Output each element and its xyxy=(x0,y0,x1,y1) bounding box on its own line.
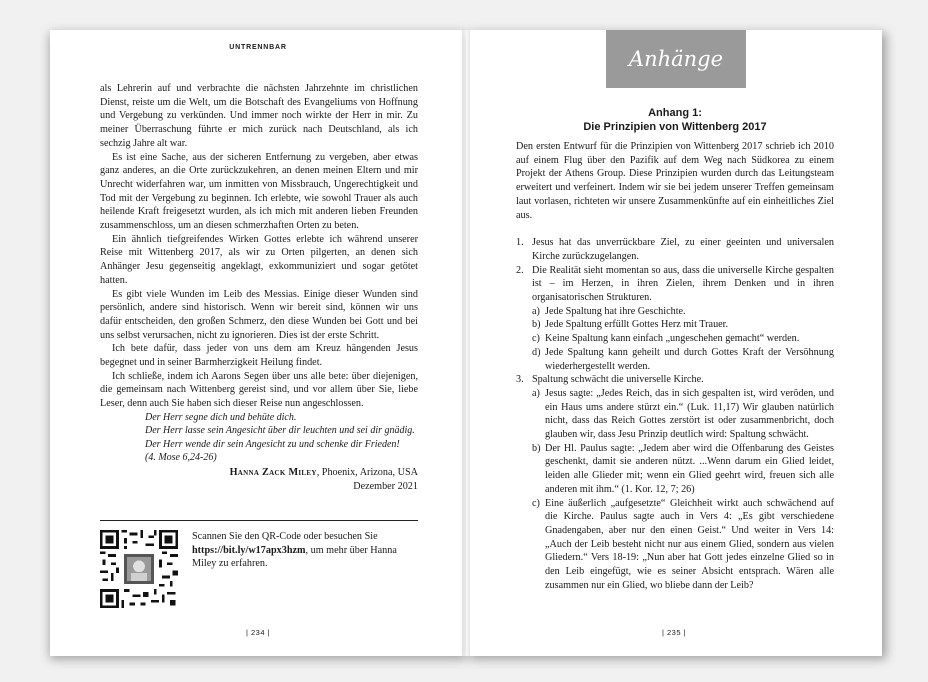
list-item xyxy=(516,264,834,374)
section-banner: Anhänge xyxy=(606,30,746,88)
sub-list-item xyxy=(532,346,834,373)
appendix-heading xyxy=(516,106,834,134)
list-number: 3. xyxy=(516,374,524,386)
sub-list xyxy=(532,305,834,374)
sub-list-item xyxy=(532,332,834,346)
left-body-text xyxy=(100,82,418,494)
blessing-line: Der Herr lasse sein Angesicht über dir leuchten und sei dir gnädig. xyxy=(145,425,415,437)
paragraph: Ein ähnlich tiefgreifendes Wirken Gottes erlebte ich während unserer Reise mit Wittenberg 2017, als wir zu Orten pilgerten, an denen sich Anhänger Jesu gegenseitig angeklagt, exkommuniziert und sogar getötet hatten. xyxy=(100,233,418,286)
sub-list-item xyxy=(532,318,834,332)
heading-line: Anhang 1: xyxy=(648,107,702,119)
sub-list-text: Der Hl. Paulus sagte: „Jedem aber wird die Offenbarung des Geistes geschenkt, damit sie anderen nützt. ...Wenn darum ein Glied leidet, leiden alle Glieder mit; wenn ein Glied geehrt wird, freuen sich alle anderen mit ihm.“ (1. Kor. 12, 7; 26) xyxy=(545,442,834,495)
sub-list-letter: d) xyxy=(532,346,541,358)
page-number: | 235 | xyxy=(661,628,687,637)
sub-list-item xyxy=(532,305,834,319)
list-item-text: Die Realität sieht momentan so aus, dass die universelle Kirche gespalten ist – im Herzen, in ihren Zielen, ihrem Denken und in ihren organisatorischen Strukturen. xyxy=(532,264,834,304)
list-item xyxy=(516,236,834,263)
sub-list-letter: c) xyxy=(532,333,540,345)
signature-date: Dezember 2021 xyxy=(353,481,418,493)
blessing-line: Der Herr wende dir sein Angesicht zu und schenke dir Frieden! xyxy=(145,438,400,450)
sub-list-letter: a) xyxy=(532,305,540,317)
sub-list xyxy=(532,387,834,593)
qr-caption xyxy=(192,530,422,571)
paragraph: als Lehrerin auf und verbrachte die nächsten Jahrzehnte im christlichen Dienst, reiste um die Welt, um die Botschaft des Evangeliums von Hoffnung und Vergebung zu verkünden. Und immer noch wirkte der Herr in mir. Zu meiner Überraschung führte er mich zurück nach Deutschland, als ich sechzig Jahre alt war. xyxy=(100,83,418,149)
signature-name: Hanna Zack Miley xyxy=(229,466,317,478)
right-page xyxy=(466,30,882,656)
qr-code[interactable] xyxy=(100,530,178,608)
divider xyxy=(100,520,418,521)
blessing-reference: (4. Mose 6,24-26) xyxy=(145,452,217,464)
list-number: 2. xyxy=(516,264,524,276)
book-gutter xyxy=(462,30,470,656)
paragraph: Ich schließe, indem ich Aarons Segen über uns alle bete: über diejenigen, die gemeinsam nach Wittenberg gereist sind, und vor allem über Sie, liebe Leser, denn auch Sie haben sich dieser Reise nun angeschlossen. xyxy=(100,370,418,410)
list-item-text: Spaltung schwächt die universelle Kirche. xyxy=(532,374,704,386)
sub-list-text: Eine äußerlich „aufgesetzte“ Gleichheit wirkt auch schwächend auf die Kirche. Paulus sagte auch in Vers 4: „Es gibt verschiedene Gnadengaben, aber nur den einen Geist.“ Und weiter in Vers 14: „Auch der Leib besteht nicht nur aus einem Glied, sondern aus vielen Gliedern.“ Vers 18-19: „Nun aber hat Gott jedes einzelne Glied so in den Leib eingefügt, wie es seiner Absicht entsprach. Wären alle zusammen nur ein Glied, wo bliebe dann der Leib? xyxy=(545,497,834,591)
sub-list-text: Keine Spaltung kann einfach „ungeschehen gemacht“ werden. xyxy=(545,333,800,345)
page-number: | 234 | xyxy=(245,628,271,637)
qr-caption-text: Scannen Sie den QR-Code oder besuchen Sie xyxy=(192,531,378,542)
paragraph: Es ist eine Sache, aus der sicheren Entfernung zu vergeben, aber etwas ganz anderes, an die Orte zurückzukehren, an denen meinen Eltern und mir Unrecht widerfahren war, um inmitten von Missbrauch, Ungerechtigkeit und Tod mit der Vergebung zu beginnen. Ich erlebte, wie sowohl Trauer als auch heilende Kraft freigesetzt wurden, als ich mich mit anderen lieben Freunden zusammenschloss, um an diesen schmerzhaften Orten zu beten. xyxy=(100,151,418,232)
qr-url-link[interactable]: https://bit.ly/w17apx3hzm xyxy=(192,544,306,556)
sub-list-text: Jede Spaltung hat ihre Geschichte. xyxy=(545,305,686,317)
list-item-text: Jesus hat das unverrückbare Ziel, zu einer geeinten und universalen Kirche zurückzugelangen. xyxy=(532,237,834,262)
qr-caption-text-end: , um mehr über Hanna Miley zu erfahren. xyxy=(192,544,397,570)
heading-line: Die Prinzipien von Wittenberg 2017 xyxy=(583,121,767,133)
right-body-text xyxy=(516,140,834,593)
sub-list-letter: b) xyxy=(532,442,541,454)
sub-list-item xyxy=(532,387,834,442)
principles-list xyxy=(516,236,834,592)
sub-list-text: Jede Spaltung kann geheilt und durch Gottes Kraft der Versöhnung wiederhergestellt werden. xyxy=(545,346,834,372)
sub-list-item xyxy=(532,442,834,497)
sub-list-item xyxy=(532,497,834,593)
blessing-line: Der Herr segne dich und behüte dich. xyxy=(145,411,297,423)
paragraph: Es gibt viele Wunden im Leib des Messias. Einige dieser Wunden sind persönlich, andere sind historisch. Wenn wir bereit sind, können wir uns dafür entscheiden, den großen Schmerz, den diese Wunden bei Gott und bei uns selbst verursachen, nicht zu ignorieren. Dies ist der erste Schritt. xyxy=(100,288,418,341)
list-number: 1. xyxy=(516,237,524,249)
left-page xyxy=(50,30,466,656)
sub-list-text: Jede Spaltung erfüllt Gottes Herz mit Trauer. xyxy=(545,319,729,331)
sub-list-text: Jesus sagte: „Jedes Reich, das in sich gespalten ist, wird veröden, und ein Haus ums andere stürzt ein.“ (Luk. 11,17) Wir glauben natürlich nicht, dass das Reich Gottes zerstört ist oder zusammenbricht, doch glauben wir, dass Jesu Prinzip deutlich wird: Spaltung schwächt. xyxy=(545,387,834,441)
aaronic-blessing xyxy=(145,411,418,465)
sub-list-letter: b) xyxy=(532,319,541,331)
signature-place: , Phoenix, Arizona, USA xyxy=(316,466,418,478)
sub-list-letter: a) xyxy=(532,387,540,399)
running-head: UNTRENNBAR xyxy=(229,44,287,51)
intro-paragraph: Den ersten Entwurf für die Prinzipien von Wittenberg 2017 schrieb ich 2010 auf einem Flug über den Pazifik auf dem Weg nach Südkorea zu einem Projekt der Athens Group. Diese Prinzipien wurden durch das Leitungsteam erweitert und verfeinert. Indem wir sie bei jedem unserer Treffen gemeinsam laut vorlasen, richteten wir unsere Zusammenkünfte auf ein einheitliches Ziel aus. xyxy=(516,141,834,221)
paragraph: Ich bete dafür, dass jeder von uns dem am Kreuz hängenden Jesus begegnet und in seiner Barmherzigkeit Heilung findet. xyxy=(100,343,418,369)
list-item xyxy=(516,373,834,592)
sub-list-letter: c) xyxy=(532,497,540,509)
signature xyxy=(100,466,418,480)
